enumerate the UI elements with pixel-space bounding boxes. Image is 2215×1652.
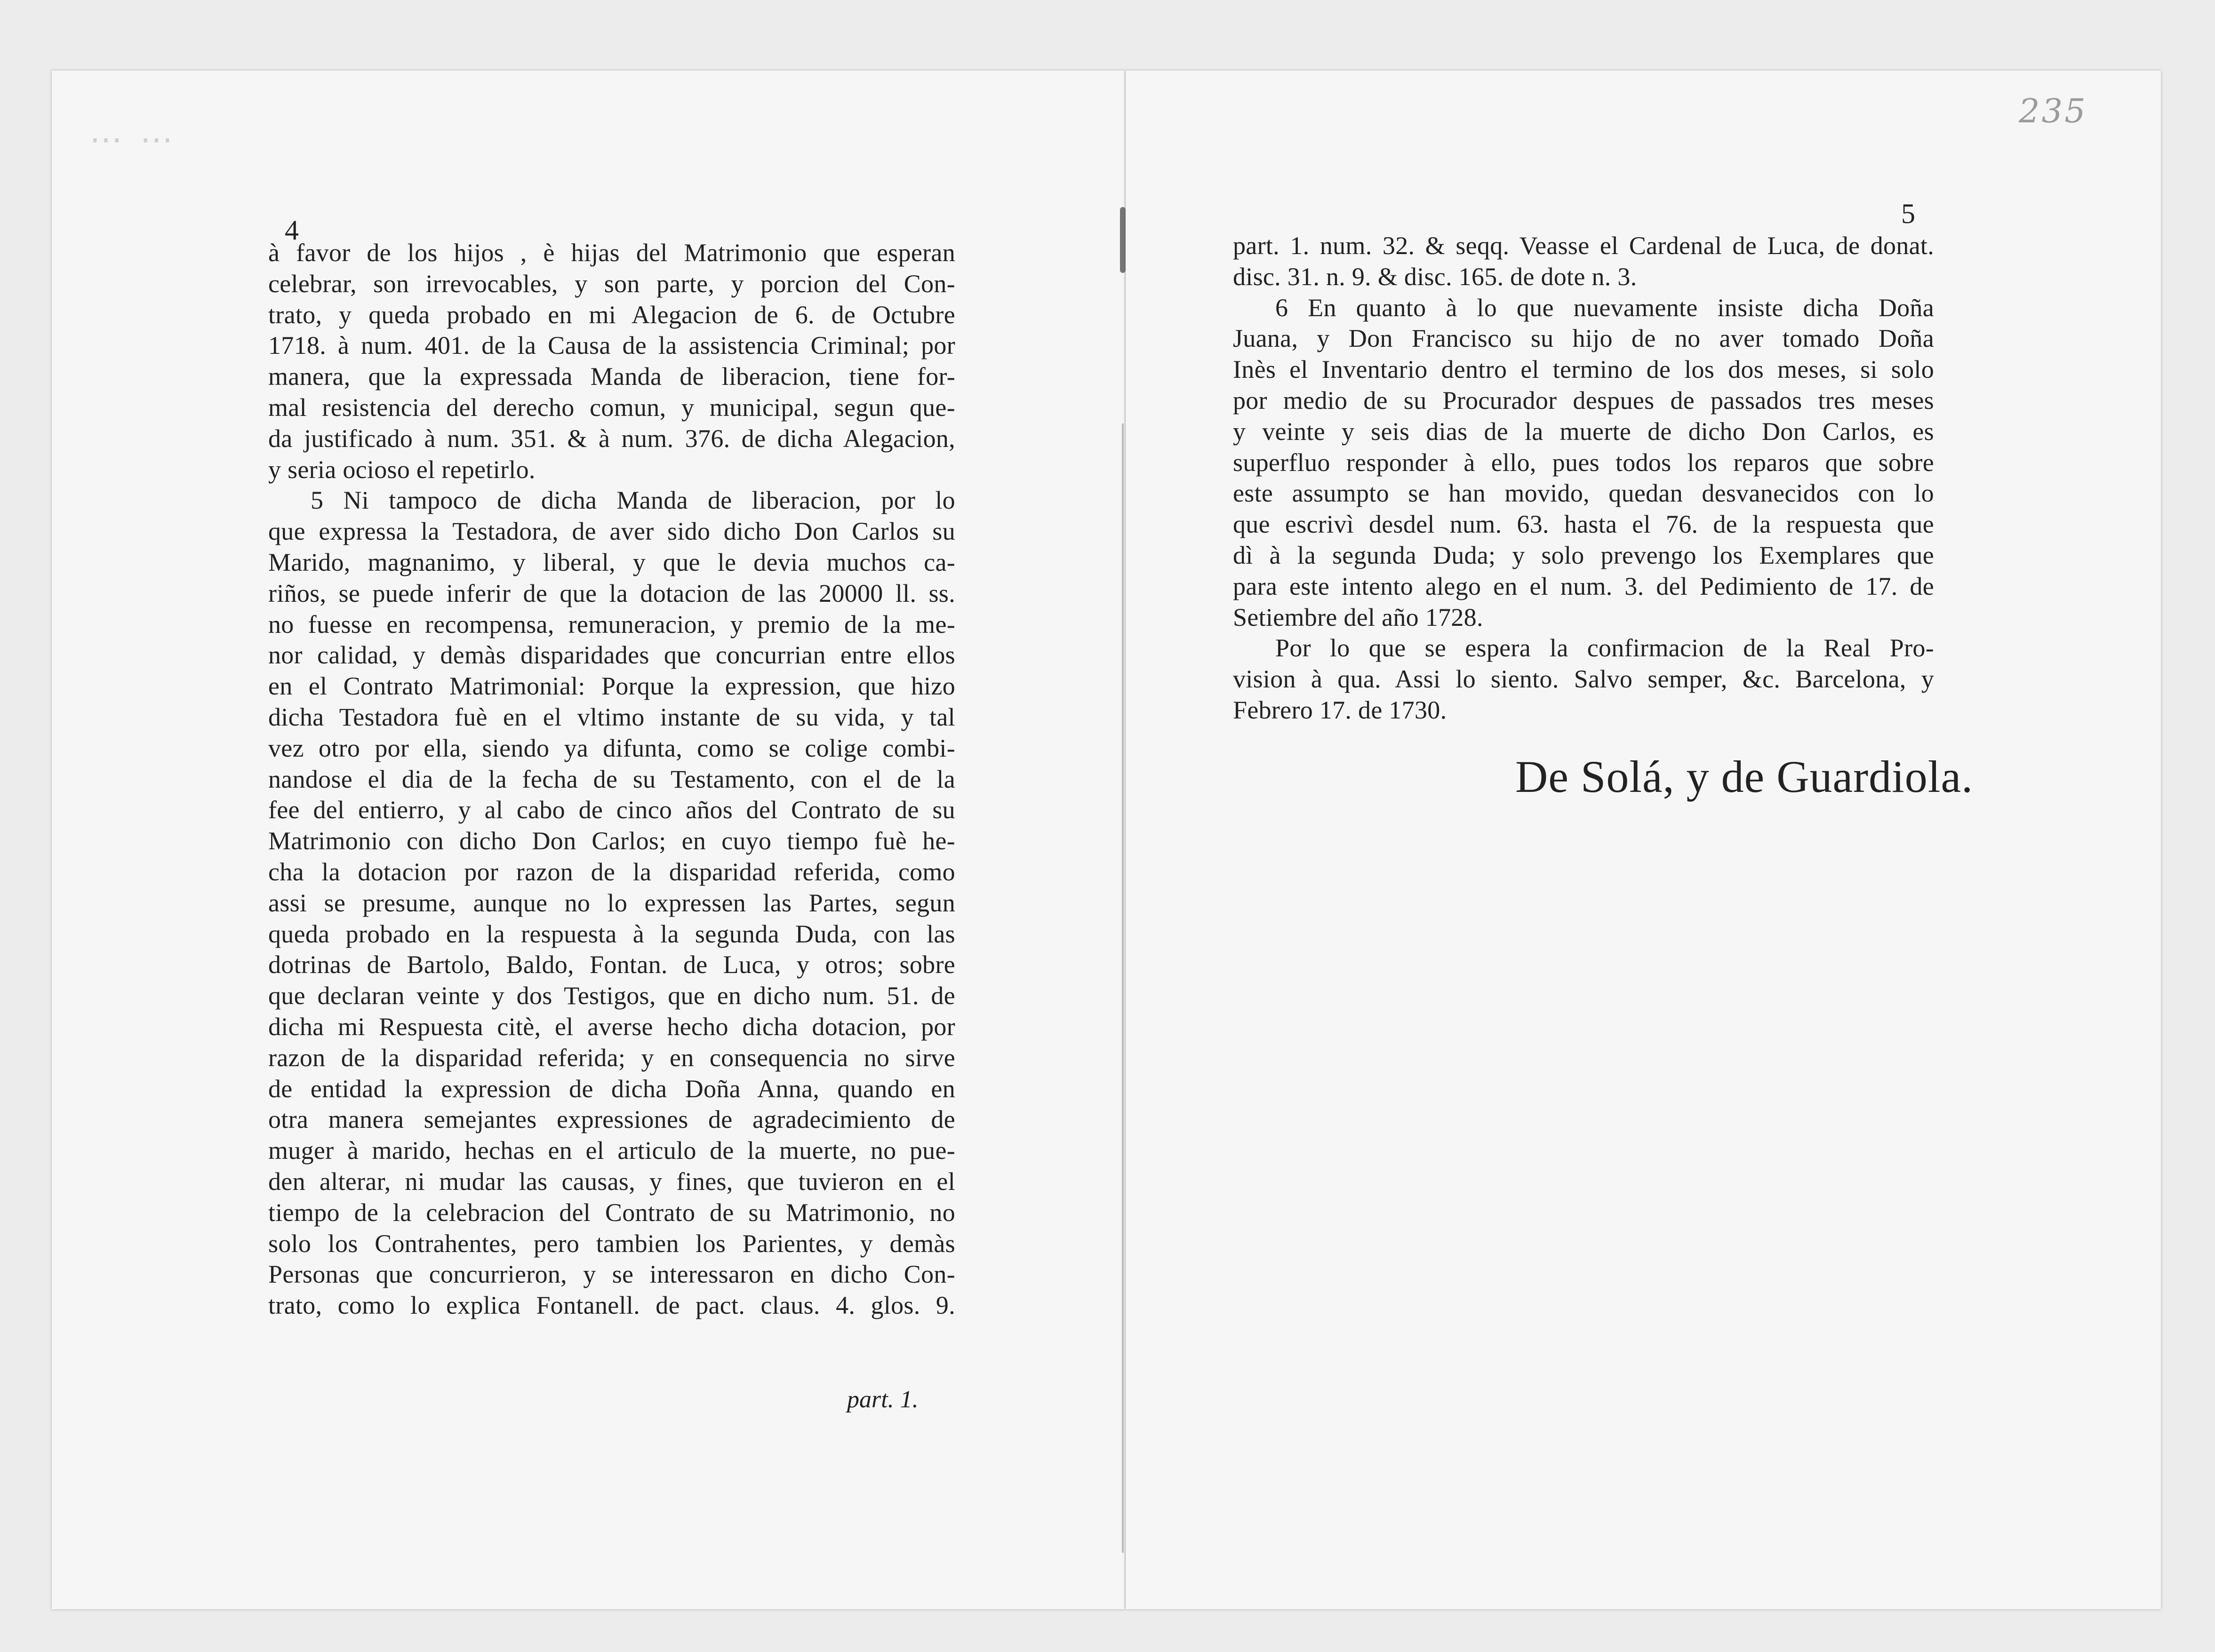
text-line: cha la dotacion por razon de la disparidad referida, como [268, 857, 955, 886]
page-number-right: 5 [1901, 198, 1915, 229]
text-line: queda probado en la respuesta à la segunda Duda, con las [268, 919, 955, 948]
text-line: mal resistencia del derecho comun, y municipal, segun que- [268, 393, 955, 422]
text-line: solo los Contrahentes, pero tambien los Parientes, y demàs [268, 1229, 955, 1258]
text-line: por medio de su Procurador despues de passados tres meses [1233, 386, 1934, 415]
text-line: y seria ocioso el repetirlo. [268, 455, 536, 484]
page-number-left: 4 [285, 215, 299, 246]
text-line: à favor de los hijos , è hijas del Matrimonio que esperan [268, 239, 955, 267]
text-line: 1718. à num. 401. de la Causa de la assistencia Criminal; por [268, 331, 955, 360]
text-line: que escrivì desdel num. 63. hasta el 76. de la respuesta que [1233, 510, 1934, 539]
text-line: manera, que la expressada Manda de liberacion, tiene for- [268, 362, 955, 391]
text-line: Marido, magnanimo, y liberal, y que le devia muchos ca- [268, 548, 955, 576]
text-line: 5 Ni tampoco de dicha Manda de liberacion, por lo [311, 486, 955, 515]
text-line: dotrinas de Bartolo, Baldo, Fontan. de Luca, y otros; sobre [268, 950, 955, 979]
text-line: trato, y queda probado en mi Alegacion de 6. de Octubre [268, 300, 955, 329]
text-line: Por lo que se espera la confirmacion de la Real Pro- [1275, 634, 1934, 662]
text-line: vision à qua. Assi lo siento. Salvo semper, &c. Barcelona, y [1233, 665, 1934, 694]
text-line: Setiembre del año 1728. [1233, 603, 1483, 631]
text-line: dicha mi Respuesta citè, el averse hecho dicha dotacion, por [268, 1012, 955, 1041]
text-line: part. 1. num. 32. & seqq. Veasse el Cardenal de Luca, de donat. [1233, 231, 1934, 260]
text-line: de entidad la expression de dicha Doña Anna, quando en [268, 1074, 955, 1103]
text-line: en el Contrato Matrimonial: Porque la expression, que hizo [268, 672, 955, 701]
text-line: trato, como lo explica Fontanell. de pact. claus. 4. glos. 9. [268, 1291, 955, 1320]
text-line: razon de la disparidad referida; y en consequencia no sirve [268, 1043, 955, 1072]
text-line: fee del entierro, y al cabo de cinco años del Contrato de su [268, 796, 955, 824]
text-line: superfluo responder à ello, pues todos los reparos que sobre [1233, 448, 1934, 477]
text-line: nandose el dia de la fecha de su Testamento, con el de la [268, 765, 955, 793]
faint-stamp: ⋯ ⋯ [89, 122, 178, 158]
text-line: 6 En quanto à lo que nuevamente insiste dicha Doña [1275, 293, 1934, 322]
text-line: y veinte y seis dias de la muerte de dicho Don Carlos, es [1233, 417, 1934, 446]
text-line: que declaran veinte y dos Testigos, que en dicho num. 51. de [268, 982, 955, 1010]
text-line: celebrar, son irrevocables, y son parte, y porcion del Con- [268, 269, 955, 298]
text-line: este assumpto se han movido, quedan desvanecidos con lo [1233, 479, 1934, 508]
catchword: part. 1. [847, 1386, 919, 1413]
text-line: den alterar, ni mudar las causas, y fines, que tuvieron en el [268, 1167, 955, 1196]
text-line: Personas que concurrieron, y se interessaron en dicho Con- [268, 1260, 955, 1289]
text-line: Febrero 17. de 1730. [1233, 695, 1447, 724]
right-body-text [1233, 231, 1934, 726]
text-line: para este intento alego en el num. 3. del Pedimiento de 17. de [1233, 572, 1934, 600]
text-line: no fuesse en recompensa, remuneracion, y premio de la me- [268, 610, 955, 638]
text-line: otra manera semejantes expressiones de agradecimiento de [268, 1105, 955, 1134]
text-line: Juana, y Don Francisco su hijo de no aver tomado Doña [1233, 324, 1934, 353]
text-line: disc. 31. n. 9. & disc. 165. de dote n. 3. [1233, 262, 1637, 291]
text-line: tiempo de la celebracion del Contrato de su Matrimonio, no [268, 1198, 955, 1227]
binding-mark [1120, 207, 1126, 273]
text-line: da justificado à num. 351. & à num. 376. de dicha Alegacion, [268, 424, 955, 453]
text-line: dicha Testadora fuè en el vltimo instante de su vida, y tal [268, 702, 955, 731]
text-line: Matrimonio con dicho Don Carlos; en cuyo tiempo fuè he- [268, 827, 955, 855]
text-line: dì à la segunda Duda; y solo prevengo los Exemplares que [1233, 541, 1934, 569]
text-line: vez otro por ella, siendo ya difunta, como se colige combi- [268, 734, 955, 762]
page-gutter [1122, 423, 1124, 1553]
text-line: muger à marido, hechas en el articulo de la muerte, no pue- [268, 1136, 955, 1165]
left-body-text [268, 238, 955, 1321]
text-line: que expressa la Testadora, de aver sido dicho Don Carlos su [268, 517, 955, 546]
folio-annotation: 235 [2019, 92, 2087, 130]
text-line: Inès el Inventario dentro el termino de los dos meses, si solo [1233, 355, 1934, 384]
text-line: assi se presume, aunque no lo expressen las Partes, segun [268, 888, 955, 917]
signature: De Solá, y de Guardiola. [1515, 751, 1974, 802]
text-line: nor calidad, y demàs disparidades que concurrian entre ellos [268, 641, 955, 670]
text-line: riños, se puede inferir de que la dotacion de las 20000 ll. ss. [268, 579, 955, 607]
